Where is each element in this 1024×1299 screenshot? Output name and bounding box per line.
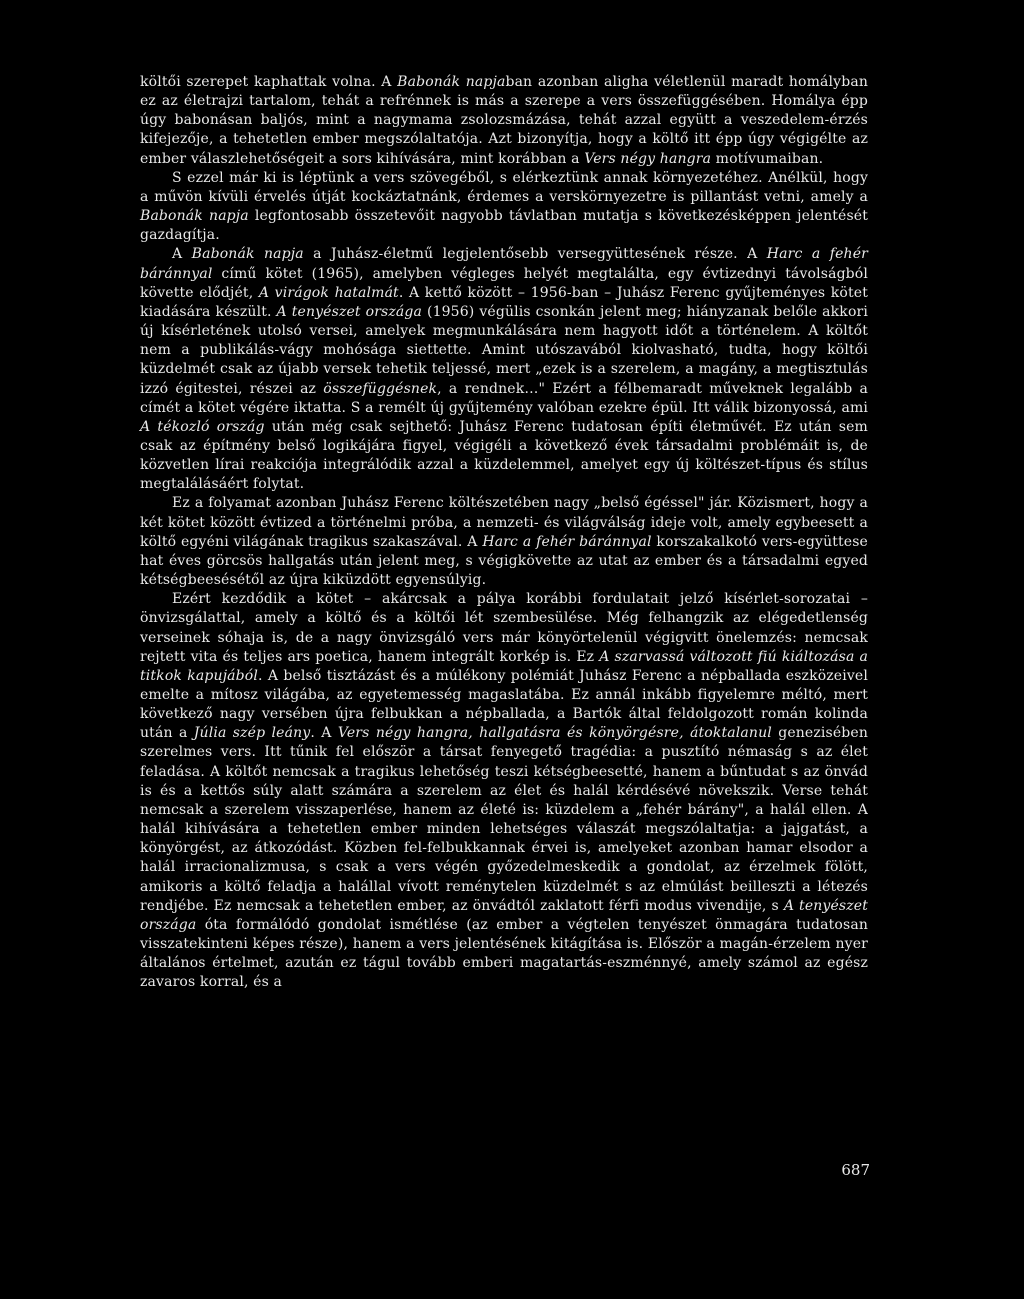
italic-title-text: Vers négy hangra (584, 150, 712, 167)
body-text-run: . A (310, 725, 338, 742)
page-number: 687 (841, 1161, 870, 1179)
body-text-run: motívumaiban. (711, 150, 824, 167)
body-text-run: a Juhász-életmű legjelentősebb versegyüttesének része. A (303, 246, 767, 263)
body-text-run: korszakalkotó vers-együttese hat éves görcsös hallgatás után jelent meg, s végigkövette az utat az ember és a társadalmi egyed kétségbeesésétől az újra kiküzdött egyensúlyig. (140, 533, 868, 589)
italic-title-text: Babonák napja (191, 246, 304, 263)
italic-title-text: Harc a fehér báránnyal (140, 246, 868, 282)
body-text-run: genezisében szerelmes vers. Itt tűnik fel először a társat fenyegető tragédia: a pusztító némaság s az élet feladása. A költőt nemcsak a tragikus lehetőség teszi kétségbeesetté, hanem a bűntudat s az önvád is és a kettős súly alatt számára a szerelem az élet és halál kérdésévé növekszik. Verse tehát nemcsak a szerelem visszaperlése, hanem az életé is: küzdelem a „fehér bárány", a halál ellen. A halál kihívására a tehetetlen ember minden lehetséges válaszát megszólaltatja: a jajgatást, a könyörgést, az átkozódást. Közben fel-felbukkannak érvei is, amelyeket azonban hamar elsodor a halál irracionalizmusa, s csak a vers végén győzedelmeskedik a gondolat, az érzelmek fölött, amikoris a költő feladja a halállal vívott reménytelen küzdelmét s az elmúlást beilleszti a létezés rendjébe. Ez nemcsak a tehetetlen ember, az önvádtól zaklatott férfi modus vivendije, s (140, 725, 869, 914)
body-text-run: óta formálódó gondolat ismétlése (az ember a végtelen tenyészet önmagára tudatosan visszatekinteni képes része), hanem a vers jelentésének kitágítása is. Először a magán-érzelem nyer általános értelmet, azután ez tágul tovább emberi magatartás-eszménnyé, amely számol az egész zavaros korral, és a (140, 916, 868, 991)
body-text-run: (1956) végülis csonkán jelent meg; hiányzanak belőle akkori új kísérletének utolsó versei, amelyek megmunkálására nem hagyott időt a történelem. A költőt nem a publikálás-vágy mohósága siettette. Amint utószavából kiolvasható, tudta, hogy költői küzdelmét csak az újabb versek tehetik teljessé, mert „ezek is a szerelem, a magány, a megtisztulás izzó égitestei, részei az (140, 303, 868, 397)
paragraph (140, 590, 868, 992)
body-text-run: . A belső tisztázást és a múlékony polémiát Juhász Ferenc a népballada eszközeivel emelte a mítosz világába, az egyetemesség magaslatába. Ez annál inkább figyelemre méltó, mert következő nagy versében újra felbukkan a népballada, a Bartók által feldolgozott román kolinda után a (140, 667, 868, 742)
body-text (140, 73, 868, 993)
body-text-run: ban azonban aligha véletlenül maradt homályban ez az életrajzi tartalom, tehát a refrénnek is más a szerepe a vers összefüggésében. Homálya épp úgy babonásan baljós, mint a nagymama zsolozsmázása, tehát azzal együtt a veszedelem-érzés kifejezője, a tehetetlen ember megszólaltatója. Azt bizonyítja, hogy a költő itt épp úgy végigélte az ember válaszlehetőségeit a sors kihívására, mint korábban a (140, 74, 868, 167)
paragraph (140, 245, 868, 494)
body-text-run: című kötet (1965), amelyben végleges helyét megtalálta, egy évtizednyi távolságból követte elődjét, (140, 265, 868, 301)
body-text-run: után még csak sejthető: Juhász Ferenc tudatosan építi életművét. Ez után sem csak az építmény belső logikájára figyel, végigéli a következő évek társadalmi problémáit is, de közvetlen lírai reakciója integrálódik azzal a küzdelemmel, amelyet egy új költészet-típus és stílus megtalálásáért folytat. (140, 418, 868, 493)
body-text-run: költői szerepet kaphattak volna. A (140, 74, 398, 90)
body-text-run: Ez a folyamat azonban Juhász Ferenc költészetében nagy „belső égéssel" jár. Közismert, hogy a két kötet között évtized a történelmi próba, a nemzeti- és világválság ideje volt, amely egybeesett a költő egyéni világának tragikus szakaszával. A (140, 495, 868, 550)
italic-title-text: A tékozló ország (140, 418, 265, 435)
body-text-run: . A kettő között – 1956-ban – Juhász Ferenc gyűjteményes kötet kiadására készült. (140, 284, 868, 320)
body-text-run: , a rendnek…" Ezért a félbemaradt műveknek legalább a címét a kötet végére iktatta. S a remélt új gyűjtemény valóban ezekre épül. Itt válik bizonyossá, ami (140, 380, 868, 416)
body-text-run: A (172, 246, 192, 263)
italic-title-text: összefüggésnek (323, 380, 438, 397)
paragraph (140, 494, 868, 590)
paragraph (140, 169, 868, 246)
italic-title-text: A szarvassá változott fiú kiáltozása a titkok kapujából (140, 648, 869, 684)
paragraph (140, 73, 868, 169)
body-text-run: S ezzel már ki is léptünk a vers szövegéből, s elérkeztünk annak környezetéhez. Anélkül, hogy a művön kívüli érvelés útját kockáztatnánk, érdemes a verskörnyezetre is pillantást vetni, amely a (140, 169, 868, 205)
italic-title-text: Vers négy hangra, hallgatásra és könyörgésre, átoktalanul (337, 725, 772, 742)
italic-title-text: Babonák napja (397, 74, 506, 90)
italic-title-text: Babonák napja (140, 208, 249, 225)
italic-title-text: Harc a fehér báránnyal (482, 533, 652, 550)
italic-title-text: Júlia szép leány (193, 725, 311, 742)
italic-title-text: A tenyészet országa (140, 897, 868, 933)
italic-title-text: A tenyészet országa (276, 303, 423, 320)
italic-title-text: A virágok hatalmát (258, 284, 399, 301)
body-text-run: legfontosabb összetevőit nagyobb távlatban mutatja s következésképpen jelentését gazdagítja. (140, 208, 868, 244)
body-text-run: Ezért kezdődik a kötet – akárcsak a pálya korábbi fordulatait jelző kísérlet-sorozatai – önvizsgálattal, amely a költő és a költői lét szembesülése. Még felhangzik az elégedetlenség verseinek sóhaja is, de a nagy önvizsgáló vers már könyörtelenül végigvitt önelemzés: nemcsak rejtett vita és teljes ars poetica, hanem integrált korkép is. Ez (140, 591, 868, 665)
